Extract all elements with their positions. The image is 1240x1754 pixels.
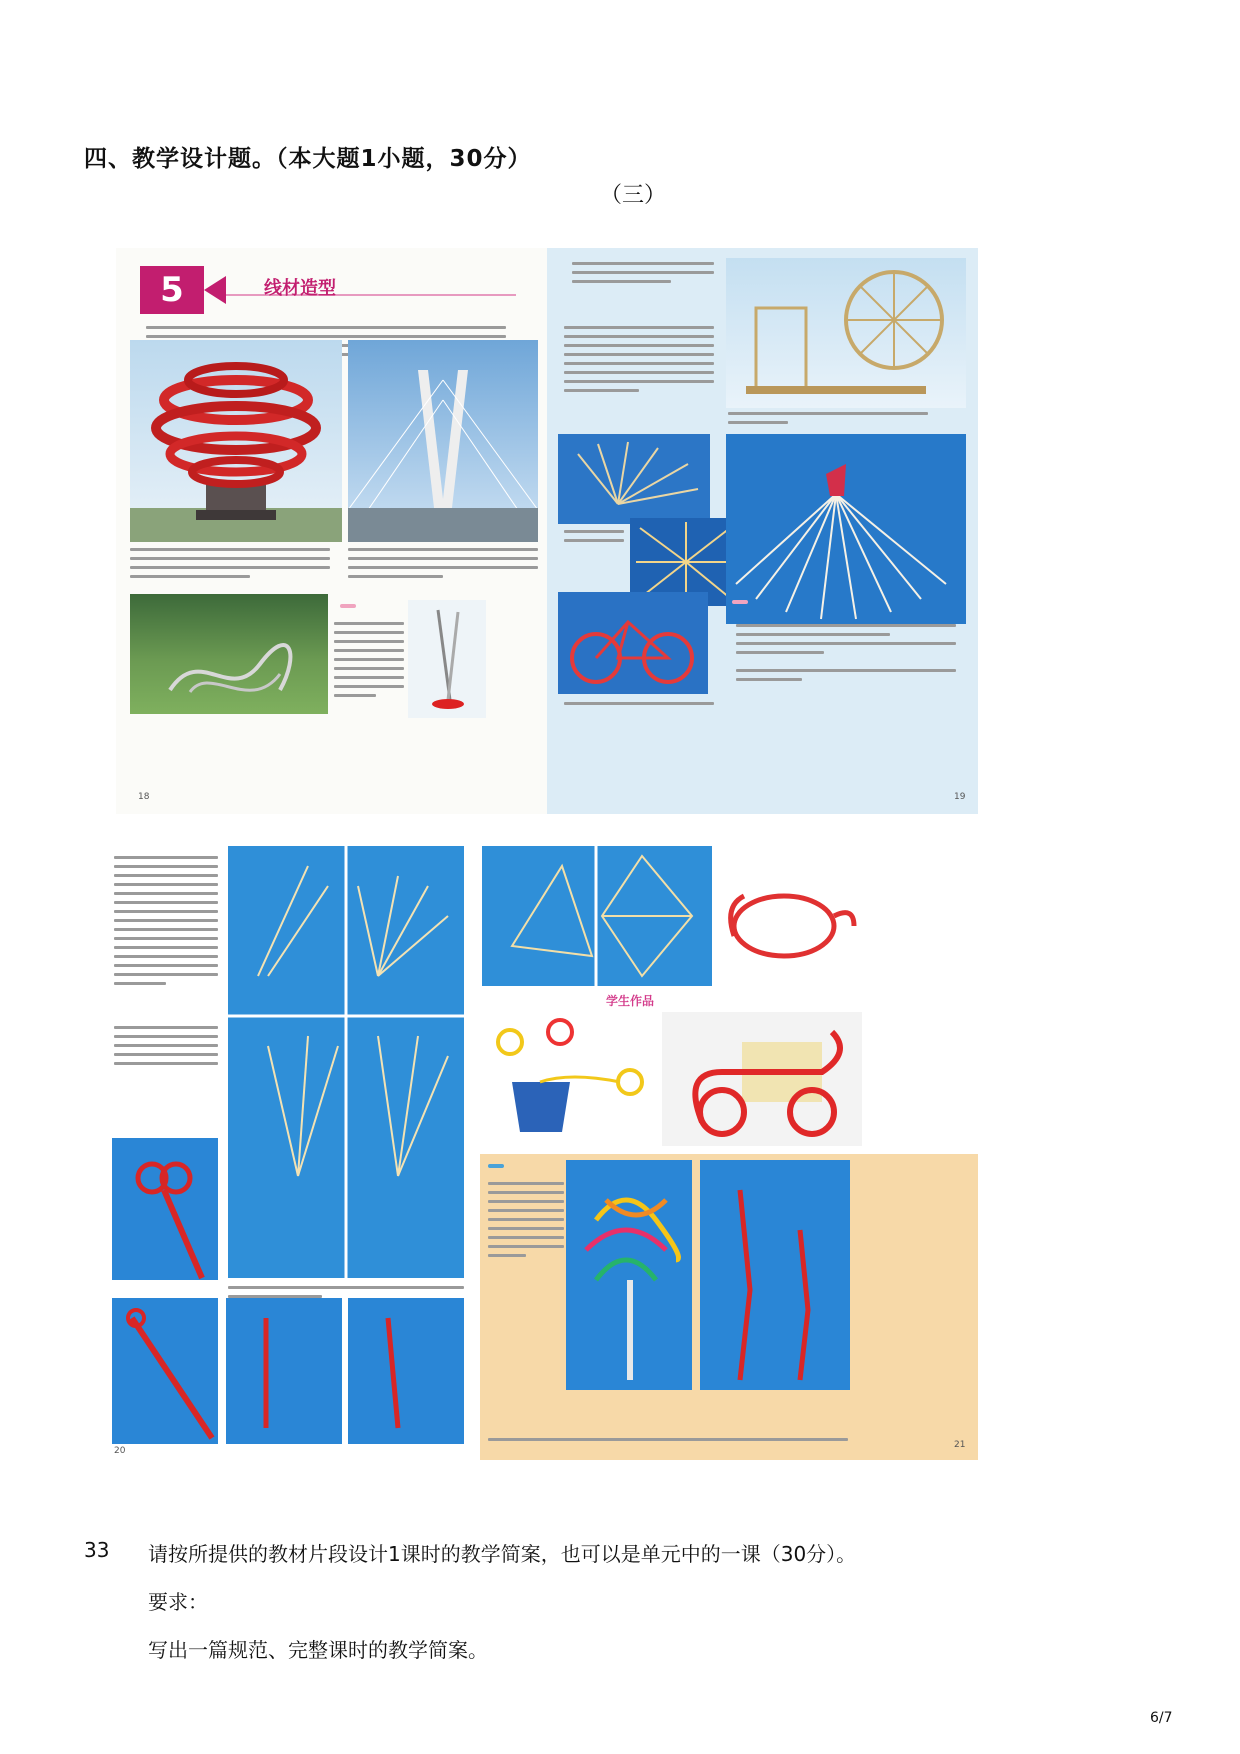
toothpick-steps-panel [228,846,464,1278]
lesson-arrow-icon [204,276,226,304]
colorful-tree-photo [566,1160,692,1390]
lesson-title: 线材造型 [264,278,336,299]
lesson-number-badge: 5 [140,266,204,314]
giraffe-3-illustration [348,1298,464,1444]
turtle-illustration [714,846,862,986]
section-title: 四、教学设计题。（本大题1小题，30分） [84,146,532,172]
bird-caption [564,530,624,548]
wire-figure-photo [408,600,486,718]
inquiry-tag [340,604,356,608]
evaluation-bar [488,1438,848,1447]
right-page-number-2: 21 [954,1440,966,1450]
giraffe-step-3-photo [348,1298,464,1444]
toothpick-steps-paragraph [114,856,218,991]
practice-tag [488,1164,504,1168]
giraffe-1-illustration [112,1298,218,1444]
chair-illustration [662,1012,862,1146]
question-text: 请按所提供的教材片段设计1课时的教学简案，也可以是单元中的一课（30分）。 [148,1542,857,1566]
right-page-number: 19 [954,792,966,802]
inquiry-questions-right [736,624,956,687]
wheel-caption [728,412,928,430]
red-sculpture-illustration [130,340,342,542]
wheel-illustration [726,258,966,408]
bird-illustration [558,434,710,524]
vase-illustration [480,1012,656,1146]
bicycle-illustration [558,592,708,694]
bird-sculpture-photo [558,434,710,524]
giraffe-step-2-photo [226,1298,342,1444]
geometric-sculptures-photo [482,846,712,986]
red-sculpture-photo [130,340,342,542]
textbook-spread-1 [116,248,978,814]
left-page-number-2: 20 [114,1446,126,1456]
inquiry-questions [334,622,404,703]
fan-sculpture-photo [726,434,966,624]
park-sculpture-photo [130,594,328,714]
matchstick-wheel-photo [726,258,966,408]
wire-figure-illustration [408,600,486,718]
page-counter: 6/7 [1150,1710,1173,1726]
red-turtle-photo [714,846,862,986]
question-number: 33 [84,1538,110,1562]
method-paragraph [564,326,714,398]
left-page-number: 18 [138,792,150,802]
giraffe-family-illustration [700,1160,850,1390]
toothpick-peacock-illustration [228,846,464,1278]
wire-knot-photo [112,1138,218,1280]
geometric-illustration [482,846,712,986]
textbook-spread-2 [112,846,978,1460]
fan-illustration [726,434,966,624]
student-works-label: 学生作品 [606,994,655,1008]
flower-vase-photo [480,1012,656,1146]
sculpture-caption [130,548,330,584]
practice-instructions [488,1182,564,1263]
tree-illustration [566,1160,692,1390]
inquiry-tag-right [732,600,748,604]
red-chair-photo [662,1012,862,1146]
requirement-text: 写出一篇规范、完整课时的教学简案。 [148,1638,488,1662]
bicycle-photo [558,592,708,694]
bridge-illustration [348,340,538,542]
park-sculpture-illustration [130,594,328,714]
right-intro-paragraph [572,262,714,289]
giraffe-step-1-photo [112,1298,218,1444]
bicycle-caption [564,702,714,711]
part-label: （三） [600,183,667,208]
bridge-photo [348,340,538,542]
giraffe-family-photo [700,1160,850,1390]
requirement-label: 要求： [148,1590,208,1614]
giraffe-2-illustration [226,1298,342,1444]
wire-steps-paragraph [114,1026,218,1071]
knot-illustration [112,1138,218,1280]
bridge-caption [348,548,538,584]
